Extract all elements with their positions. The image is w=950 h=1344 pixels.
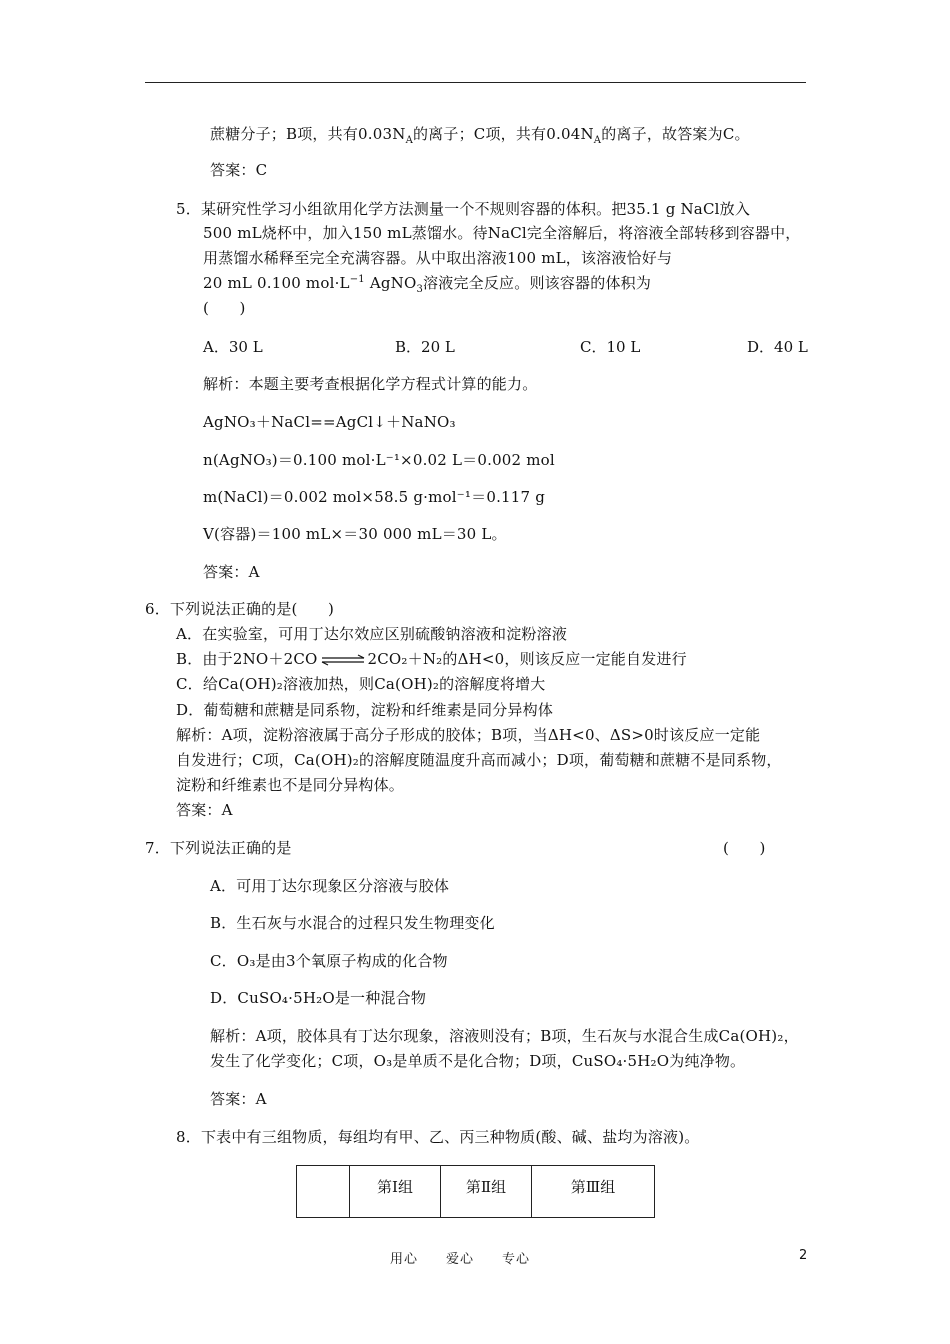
header-rule [145,82,806,83]
table-header-empty [297,1166,350,1218]
prev-explanation-line: 蔗糖分子；B项，共有$0.03N_A$的离子；C项，共有$0.04N_A$的离子，故答案为C。 [210,125,750,146]
table-row [297,1166,655,1218]
equilibrium-arrow-icon [320,654,366,666]
page-number: 2 [799,1248,808,1263]
q6-option-d: D．葡萄糖和蔗糖是同系物，淀粉和纤维素是同分异构体 [176,701,554,719]
q5-equation-1: AgNO₃＋NaCl==AgCl↓＋NaNO₃ [203,413,456,431]
question-6: 6．下列说法正确的是( ) [145,600,335,618]
q6-explanation-2: 自发进行；C项，Ca(OH)₂的溶解度随温度升高而减小；D项，葡萄糖和蔗糖不是同系物， [176,751,782,769]
q5-equation-4: V(容器)＝100 mL×＝30 000 mL＝30 L。 [203,525,507,543]
q5-equation-2: n(AgNO₃)＝0.100 mol·L⁻¹×0.02 L＝0.002 mol [203,451,555,469]
q6-explanation-3: 淀粉和纤维素也不是同分异构体。 [176,776,405,794]
q7-option-d: D．CuSO₄·5H₂O是一种混合物 [210,989,427,1007]
groups-table [296,1165,655,1218]
q5-option-c: C．10 L [580,338,641,356]
q7-explanation-2: 发生了化学变化；C项，O₃是单质不是化合物；D项，CuSO₄·5H₂O为纯净物。 [210,1052,746,1070]
q5-equation-3: m(NaCl)＝0.002 mol×58.5 g·mol⁻¹＝0.117 g [203,488,546,506]
q5-explanation: 解析：本题主要考查根据化学方程式计算的能力。 [203,375,538,393]
question-5-line-1: 5．某研究性学习小组欲用化学方法测量一个不规则容器的体积。把35.1 g NaCl放入 [176,200,751,218]
answer-6: 答案：A [176,801,233,819]
q5-option-d: D．40 L [747,338,808,356]
question-5-line-4: 20 mL 0.100 $mol\cdot L^{-1}$ AgNO$_3$溶液完全反应。则该容器的体积为 [203,274,652,295]
q7-option-b: B．生石灰与水混合的过程只发生物理变化 [210,914,495,932]
q7-option-c: C．O₃是由3个氧原子构成的化合物 [210,952,448,970]
q6-option-b: B．由于2NO＋2CO 2CO₂＋N₂的ΔH<0，则该反应一定能自发进行 [176,650,687,668]
answer-7: 答案：A [210,1090,267,1108]
q6-explanation-1: 解析：A项，淀粉溶液属于高分子形成的胶体；B项，当ΔH<0、ΔS>0时该反应一定能 [176,726,761,744]
q5-option-a: A．30 L [203,338,263,356]
q7-explanation-1: 解析：A项，胶体具有丁达尔现象，溶液则没有；B项，生石灰与水混合生成Ca(OH)₂， [210,1027,799,1045]
q6-option-c: C．给Ca(OH)₂溶液加热，则Ca(OH)₂的溶解度将增大 [176,675,546,693]
question-8: 8．下表中有三组物质，每组均有甲、乙、丙三种物质(酸、碱、盐均为溶液)。 [176,1128,700,1146]
question-5-answer-paren: ( ) [203,299,246,317]
q7-option-a: A．可用丁达尔现象区分溶液与胶体 [210,877,450,895]
q6-option-a: A．在实验室，可用丁达尔效应区别硫酸钠溶液和淀粉溶液 [176,625,568,643]
table-header-group-2: 第Ⅱ组 [441,1166,532,1218]
q5-option-b: B．20 L [395,338,455,356]
question-5-line-2: 500 mL烧杯中，加入150 mL蒸馏水。待NaCl完全溶解后，将溶液全部转移到容器中， [203,224,801,242]
table-header-group-1: 第Ⅰ组 [350,1166,441,1218]
answer-5: 答案：A [203,563,260,581]
footer-motto: 用心 爱心 专心 [390,1252,531,1267]
question-5-line-3: 用蒸馏水稀释至完全充满容器。从中取出溶液100 mL，该溶液恰好与 [203,249,673,267]
question-7: 7．下列说法正确的是 [145,839,292,857]
answer-4: 答案：C [210,161,268,179]
question-7-answer-paren: ( ) [723,839,766,857]
table-header-group-3: 第Ⅲ组 [532,1166,655,1218]
